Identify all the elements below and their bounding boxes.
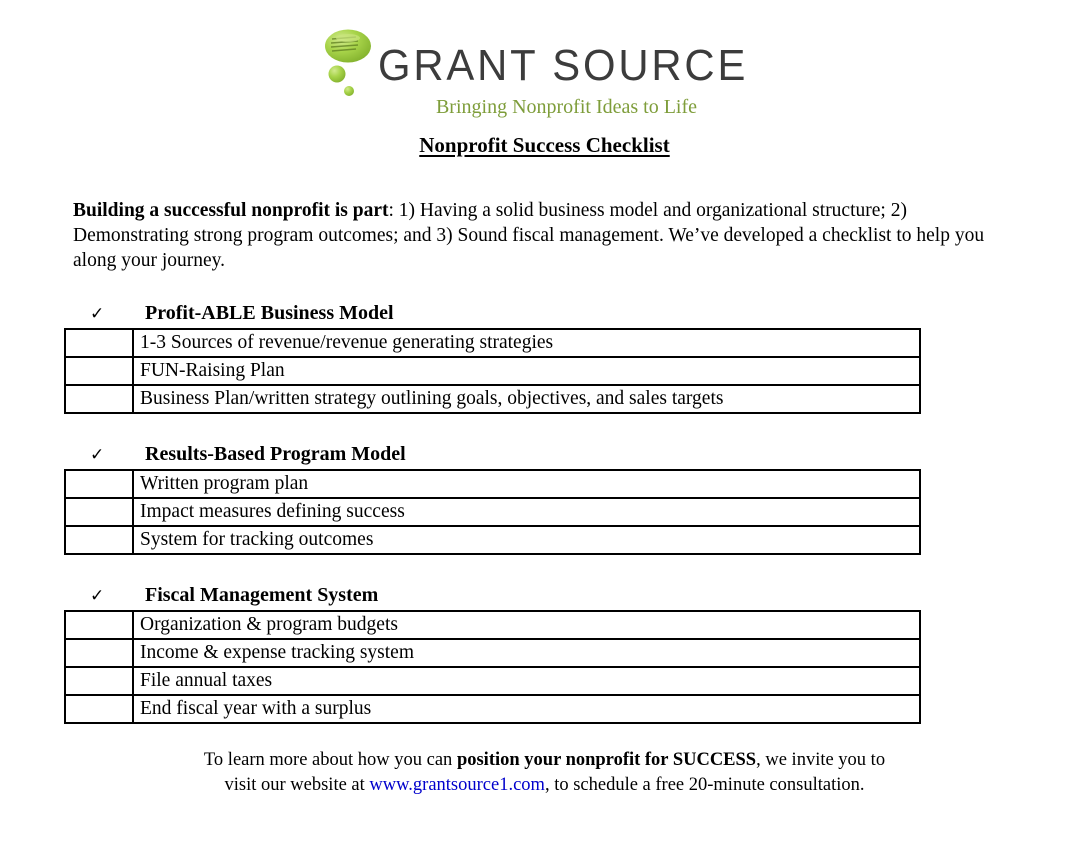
intro-paragraph bbox=[73, 198, 998, 273]
checklist-item-label: Written program plan bbox=[133, 470, 920, 498]
table-row bbox=[65, 526, 920, 554]
checkbox-cell bbox=[65, 357, 133, 385]
section-profit-able-business-model bbox=[64, 302, 921, 414]
checkbox-cell bbox=[65, 526, 133, 554]
checkbox-cell bbox=[65, 329, 133, 357]
footer-line1-post: , we invite you to bbox=[756, 750, 886, 770]
checkbox-cell bbox=[65, 695, 133, 723]
checklist-item-label: Business Plan/written strategy outlining goals, objectives, and sales targets bbox=[133, 385, 920, 413]
checkbox-cell bbox=[65, 470, 133, 498]
section-heading: Results-Based Program Model bbox=[145, 443, 406, 465]
section-header bbox=[64, 443, 921, 466]
logo-block bbox=[0, 0, 1089, 119]
section-header bbox=[64, 302, 921, 325]
table-row bbox=[65, 470, 920, 498]
thought-bubble-money-icon bbox=[322, 28, 374, 104]
checklist-item-label: Organization & program budgets bbox=[133, 611, 920, 639]
table-row bbox=[65, 498, 920, 526]
section-heading: Profit-ABLE Business Model bbox=[145, 302, 394, 324]
checklist-table bbox=[64, 328, 921, 414]
checklist-table bbox=[64, 610, 921, 724]
checkmark-icon: ✓ bbox=[90, 304, 105, 324]
footer-text bbox=[0, 748, 1089, 798]
intro-lead-bold: Building a successful nonprofit is part bbox=[73, 200, 389, 221]
checkmark-icon: ✓ bbox=[90, 445, 105, 465]
brand-wordmark: GRANT SOURCE bbox=[377, 41, 748, 90]
checklist-item-label: File annual taxes bbox=[133, 667, 920, 695]
table-row bbox=[65, 611, 920, 639]
section-results-based-program-model bbox=[64, 443, 921, 555]
table-row bbox=[65, 639, 920, 667]
checkbox-cell bbox=[65, 498, 133, 526]
footer-line2-pre: visit our website at bbox=[224, 775, 370, 795]
page-title: Nonprofit Success Checklist bbox=[419, 133, 670, 157]
checklist-item-label: End fiscal year with a surplus bbox=[133, 695, 920, 723]
table-row bbox=[65, 667, 920, 695]
checkbox-cell bbox=[65, 639, 133, 667]
footer-line1-pre: To learn more about how you can bbox=[203, 750, 457, 770]
intro-body: : 1) Having a solid business model and organizational structure; 2) Demonstrating strong program outcomes; and 3) Sound fiscal management. We’ve developed a checklist to help you along your journey. bbox=[73, 200, 985, 271]
checkbox-cell bbox=[65, 667, 133, 695]
section-heading: Fiscal Management System bbox=[145, 584, 379, 606]
table-row bbox=[65, 329, 920, 357]
checklist-item-label: Impact measures defining success bbox=[133, 498, 920, 526]
website-link[interactable]: www.grantsource1.com bbox=[369, 775, 545, 795]
footer-bold: position your nonprofit for SUCCESS bbox=[456, 750, 757, 770]
table-row bbox=[65, 385, 920, 413]
section-header bbox=[64, 584, 921, 607]
checkbox-cell bbox=[65, 385, 133, 413]
table-row bbox=[65, 695, 920, 723]
checklist-table bbox=[64, 469, 921, 555]
table-row bbox=[65, 357, 920, 385]
section-fiscal-management-system bbox=[64, 584, 921, 724]
checkmark-icon: ✓ bbox=[90, 586, 105, 606]
checklist-item-label: 1-3 Sources of revenue/revenue generating strategies bbox=[133, 329, 920, 357]
footer-line2-post: , to schedule a free 20-minute consultation. bbox=[544, 775, 865, 795]
checkbox-cell bbox=[65, 611, 133, 639]
checklist-item-label: Income & expense tracking system bbox=[133, 639, 920, 667]
checklist-item-label: System for tracking outcomes bbox=[133, 526, 920, 554]
checklist-item-label: FUN-Raising Plan bbox=[133, 357, 920, 385]
logo-tagline: Bringing Nonprofit Ideas to Life bbox=[435, 96, 698, 118]
